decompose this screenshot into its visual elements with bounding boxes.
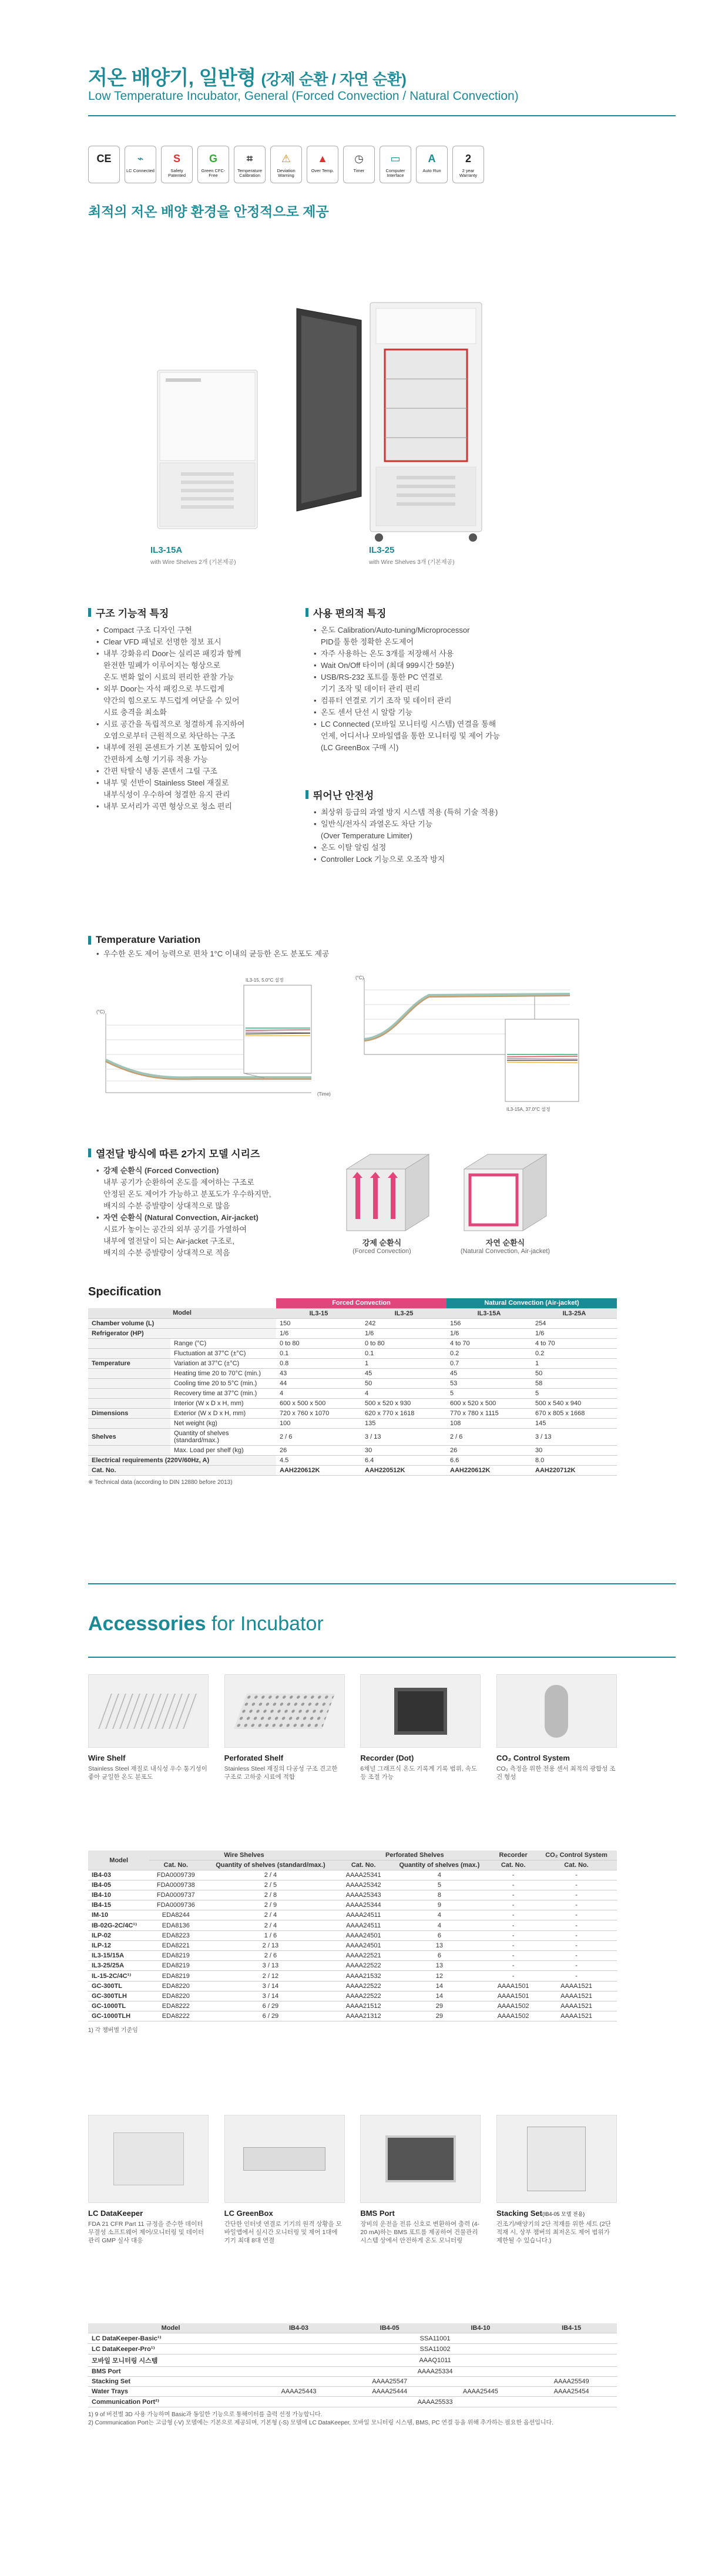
table-row: IL3-15/15A EDA8219 2 / 6 AAAA22521 6 - - bbox=[88, 1951, 617, 1961]
convenience-item: 언제, 어디서나 모바일앱을 통한 모니터링 및 제어 가능 bbox=[321, 731, 501, 740]
spec-row: Max. Load per shelf (kg) 26 30 26 30 bbox=[88, 1445, 617, 1455]
table-row: IB4-10 FDA0009737 2 / 8 AAAA25343 8 - - bbox=[88, 1890, 617, 1900]
accessory-title: BMS Port bbox=[360, 2209, 395, 2218]
convenience-item: • USB/RS-232 포트를 통한 PC 연결로 bbox=[314, 671, 599, 683]
acc2-table-wrap bbox=[88, 2323, 617, 2427]
left-unit: (°C) bbox=[96, 1009, 105, 1015]
headline: 최적의 저온 배양 환경을 안정적으로 제공 bbox=[88, 204, 329, 219]
structure-item: 오염으로부터 근원적으로 차단하는 구조 bbox=[103, 731, 236, 740]
accessory-table: Model Wire Shelves Perforated Shelves Recorder CO₂ Control System Cat. No. Quantity of shelves (standard/max.) Cat. No. Quantity of shelves (max.) Cat. No. Cat. No. IB4-03 FDA0009739 2 / 4 AAAA25341 4 - - IB4-05 FDA0009738 2 / 5 AAAA25342 5 - - IB4-10 FDA0009737 2 / 8 AAAA25343 8 - - IB4-15 FDA0009736 2 / 9 AAAA25344 9 - - IM-10 EDA8244 2 / 4 AAAA24511 4 - - IB-02G-2C/4C¹⁾ EDA8136 2 / 4 AAAA24511 4 - - ILP-02 EDA8223 1 / 6 AAAA24501 6 - - ILP-12 EDA8221 2 / 13 AAAA24501 13 - - IL3-15/15A EDA8219 2 / 6 AAAA22521 6 - - IL3-25/25A EDA8219 3 / 13 AAAA22522 13 - - IL-15-2C/4C¹⁾ EDA8219 2 / 12 AAAA21532 12 - - GC-300TL EDA8220 3 / 14 AAAA22522 14 AAAA1501 AAAA1521 GC-300TLH EDA8220 3 / 14 AAAA22522 14 AAAA1501 AAAA1521 GC-1000TL EDA8222 6 / 29 AAAA21512 29 AAAA1502 AAAA1521 GC-1000TLH EDA8222 6 / 29 AAAA21312 29 AAAA1502 AAAA1521 bbox=[88, 1850, 617, 2021]
accessory-desc: Stainless Steel 재질의 다공성 구조 견고한 구조로 고하중 시료에 적합 bbox=[224, 1765, 338, 1781]
page-title: 저온 배양기, 일반형 (강제 순환 / 자연 순환) bbox=[88, 67, 407, 89]
table-row: GC-300TLH EDA8220 3 / 14 AAAA22522 14 AAAA1501 AAAA1521 bbox=[88, 1991, 617, 2001]
accessory-cards-2 bbox=[88, 2115, 617, 2245]
spec-row: Shelves Quantity of shelves (standard/max.) 2 / 6 3 / 13 2 / 6 3 / 13 bbox=[88, 1428, 617, 1445]
left-chart-label: IL3-15, 5.0°C 설정 bbox=[246, 978, 284, 983]
product-label-il3-25: IL3-25 with Wire Shelves 3개 (기본제공) bbox=[369, 545, 455, 566]
structure-item: 완전한 밀폐가 이루어지는 형상으로 bbox=[103, 661, 221, 670]
accessory-image bbox=[360, 2115, 481, 2203]
acc-divider-2 bbox=[88, 1657, 676, 1658]
spec-row: Cooling time 20 to 5°C (min.) 44 50 53 58 bbox=[88, 1378, 617, 1388]
convenience-item: PID를 통한 정확한 온도제어 bbox=[321, 637, 414, 646]
acc-table-wrap bbox=[88, 1850, 617, 2034]
accessories-title: Accessories for Incubator bbox=[88, 1613, 324, 1635]
deviation-warning-icon: ⚠ Deviation Warning bbox=[270, 146, 302, 183]
green-cfc-free-icon: G Green CFC-Free bbox=[197, 146, 229, 183]
ce-icon: CE bbox=[88, 146, 120, 183]
model-series-section: 열전달 방식에 따른 2가지 모델 시리즈 • 강제 순환식 (Forced Convection) 내부 공기가 순환하여 온도를 제어하는 구조로 안정된 온도 제어가 가능하고 분포도가 우수하지만, 배지의 수분 증발량이 상대적으로 많음 • 자연 순환식 (Natural Convection, Air-jacket) 시료가 놓이는 공간의 외부 공기를 가열하여 내부에 열전달이 되는 Air-jacket 구조로, 배지의 수분 증발량이 상대적으로 적음 bbox=[88, 1146, 335, 1259]
accessory-cards bbox=[88, 1674, 617, 1781]
safety-item: • 일반식/전자식 과열온도 차단 기능 bbox=[314, 818, 599, 830]
accessory-desc: 6채널 그래프식 온도 기록계 기록 범위, 속도 등 조절 가능 bbox=[360, 1765, 478, 1781]
safety-item: • 온도 이탈 알림 설정 bbox=[314, 842, 599, 854]
temp-variation-section: Temperature Variation • 우수한 온도 제어 능력으로 편차 1°C 이내의 균등한 온도 분포도 제공 bbox=[88, 934, 617, 960]
table-row: LC DataKeeper-Basic¹⁾ SSA11001 bbox=[88, 2333, 617, 2344]
right-unit: (°C) bbox=[355, 975, 364, 980]
accessory-card bbox=[88, 1674, 209, 1781]
accessory-card bbox=[360, 2115, 481, 2245]
table-row: BMS Port AAAA25334 bbox=[88, 2367, 617, 2377]
accessory-title: Stacking Set(IB4-05 모델 전용) bbox=[496, 2209, 585, 2218]
safety-item: • 최상위 등급의 과열 방지 시스템 적용 (특허 기술 적용) bbox=[314, 807, 599, 818]
table-row: IL-15-2C/4C¹⁾ EDA8219 2 / 12 AAAA21532 12 - - bbox=[88, 1971, 617, 1981]
spec-row: Temperature Variation at 37°C (±°C) 0.8 1 0.7 1 bbox=[88, 1358, 617, 1368]
table-row: 모바일 모니터링 시스템 AAAQ1011 bbox=[88, 2355, 617, 2367]
structure-item: 간편하게 소형 기기류 적용 가능 bbox=[103, 755, 208, 764]
acc-table-note: 1) 각 챔버별 기준임 bbox=[88, 2027, 138, 2034]
accessory-card bbox=[496, 2115, 617, 2245]
lc-connected-icon: ⌁ LC Connected bbox=[125, 146, 156, 183]
acc-divider bbox=[88, 1583, 676, 1584]
table-row: GC-1000TL EDA8222 6 / 29 AAAA21512 29 AAAA1502 AAAA1521 bbox=[88, 2001, 617, 2011]
accessory-title: LC DataKeeper bbox=[88, 2209, 143, 2218]
auto-run-icon: A Auto Run bbox=[416, 146, 448, 183]
convenience-item: • 온도 Calibration/Auto-tuning/Microprocessor bbox=[314, 624, 599, 636]
table-row: IB4-03 FDA0009739 2 / 4 AAAA25341 4 - - bbox=[88, 1870, 617, 1880]
timer-icon: ◷ Timer bbox=[343, 146, 375, 183]
structure-item: • 내부 및 선반이 Stainless Steel 재질로 bbox=[96, 777, 306, 789]
right-chart-label: IL3-15A, 37.0°C 설정 bbox=[506, 1107, 550, 1112]
safety-patented-icon: S Safety Patented bbox=[161, 146, 193, 183]
spec-title: Specification bbox=[88, 1285, 162, 1298]
accessory-desc: 장비의 운전을 전류 신호로 변환하여 출력 (4-20 mA)하는 BMS 포트를 제공하여 건물관리 시스템 상에서 안전하게 온도 모니터링 bbox=[360, 2221, 480, 2244]
accessory-card bbox=[360, 1674, 481, 1781]
table-row: Water Trays AAAA25443 AAAA25444 AAAA25445 AAAA25454 bbox=[88, 2387, 617, 2397]
accessory-image bbox=[224, 1674, 345, 1748]
spec-row: Heating time 20 to 70°C (min.) 43 45 45 50 bbox=[88, 1368, 617, 1378]
accessory-desc: Stainless Steel 재질로 내식성 우수 통기성이 좋아 균일한 온도 분포도 bbox=[88, 1765, 207, 1781]
structure-item: • 내부에 전원 콘센트가 기본 포함되어 있어 bbox=[96, 742, 306, 754]
table-row: IB4-15 FDA0009736 2 / 9 AAAA25344 9 - - bbox=[88, 1900, 617, 1910]
natural-caption: 자연 순환식 (Natural Convection, Air-jacket) bbox=[460, 1238, 550, 1255]
safety-section: 뛰어난 안전성 • 최상위 등급의 과열 방지 시스템 적용 (특허 기술 적용) • 일반식/전자식 과열온도 차단 기능 (Over Temperature Limiter) • 온도 이탈 알림 설정 • Controller Lock 기능으로 오조작 방지 bbox=[306, 787, 599, 865]
product-image-il3-15a bbox=[146, 364, 269, 535]
accessory-title: LC GreenBox bbox=[224, 2209, 273, 2218]
structure-item: • 내부 모서리가 곡면 형상으로 청소 편리 bbox=[96, 801, 306, 812]
spec-note: ※ Technical data (according to DIN 12880 before 2013) bbox=[88, 1479, 233, 1486]
safety-item: (Over Temperature Limiter) bbox=[321, 831, 412, 840]
product-image-il3-25 bbox=[291, 297, 496, 543]
accessory-title: Wire Shelf bbox=[88, 1754, 126, 1762]
structure-item: 내부식성이 우수하여 청결한 유지 관리 bbox=[103, 790, 230, 799]
spec-row: Range (°C) 0 to 80 0 to 80 4 to 70 4 to 70 bbox=[88, 1338, 617, 1348]
spec-row: Interior (W x D x H, mm) 600 x 500 x 500 500 x 520 x 930 600 x 520 x 500 500 x 540 x 940 bbox=[88, 1398, 617, 1408]
accessory-card bbox=[88, 2115, 209, 2245]
structure-item: 약간의 힘으로도 부드럽게 여닫을 수 있어 bbox=[103, 696, 240, 705]
accessory-image bbox=[88, 2115, 209, 2203]
accessory-image bbox=[224, 2115, 345, 2203]
temperature-calibration-icon: ⌗ Temperature Calibration bbox=[234, 146, 266, 183]
accessory-title: CO₂ Control System bbox=[496, 1754, 570, 1762]
convection-diagrams bbox=[329, 1151, 593, 1234]
convenience-item: • 자주 사용하는 온도 3개를 저장해서 사용 bbox=[314, 648, 599, 660]
header-divider bbox=[88, 115, 676, 116]
convenience-item: • 온도 센서 단선 시 알람 기능 bbox=[314, 707, 599, 718]
computer-interface-icon: ▭ Computer Interface bbox=[380, 146, 411, 183]
convenience-item: 기기 조작 및 데이터 관리 편리 bbox=[321, 684, 420, 693]
table-row: IB4-05 FDA0009738 2 / 5 AAAA25342 5 - - bbox=[88, 1880, 617, 1890]
accessory-image bbox=[496, 2115, 617, 2203]
convenience-item: • LC Connected (모바일 모니터링 시스템) 연결을 통해 bbox=[314, 718, 599, 730]
forced-caption: 강제 순환식 (Forced Convection) bbox=[352, 1238, 411, 1255]
spec-row: Electrical requirements (220V/60Hz, A) 4.5 6.4 6.6 8.0 bbox=[88, 1455, 617, 1465]
convenience-section: 사용 편의적 특징 • 온도 Calibration/Auto-tuning/Microprocessor PID를 통한 정확한 온도제어 • 자주 사용하는 온도 3개를 저장해서 사용 • Wait On/Off 타이머 (최대 999시간 59분) • USB/RS-232 포트를 통한 PC 연결로 기기 조작 및 데이터 관리 편리 • 컴퓨터 연결로 기기 조작 및 데이터 관리 • 온도 센서 단선 시 알람 기능 • LC Connected (모바일 모니터링 시스템) 연결을 통해 언제, 어디서나 모바일앱을 통한 모니터링 및 제어 가능 (LC GreenBox 구매 시) bbox=[306, 605, 599, 754]
accessory-card bbox=[224, 2115, 345, 2245]
spec-row: Recovery time at 37°C (min.) 4 4 5 5 bbox=[88, 1388, 617, 1398]
structure-item: • Clear VFD 패널로 선명한 정보 표시 bbox=[96, 636, 306, 648]
spec-row: Net weight (kg) 100 135 108 145 bbox=[88, 1418, 617, 1428]
accessory-desc: CO₂ 측정을 위한 전용 센서 최적의 광합성 조건 형성 bbox=[496, 1765, 616, 1781]
structure-item: 시료 충격을 최소화 bbox=[103, 708, 167, 717]
accessory-title: Perforated Shelf bbox=[224, 1754, 284, 1762]
spec-row: Fluctuation at 37°C (±°C) 0.1 0.1 0.2 0.2 bbox=[88, 1348, 617, 1358]
structure-item: • 내부 강화유리 Door는 실리콘 패킹과 함께 bbox=[96, 648, 306, 660]
feature-icons bbox=[88, 146, 484, 183]
convenience-item: (LC GreenBox 구매 시) bbox=[321, 743, 399, 752]
accessory-image bbox=[88, 1674, 209, 1748]
chart-right bbox=[355, 975, 579, 1112]
convenience-item: • Wait On/Off 타이머 (최대 999시간 59분) bbox=[314, 660, 599, 671]
convenience-item: • 컴퓨터 연결로 기기 조작 및 데이터 관리 bbox=[314, 695, 599, 707]
natural-group-header: Natural Convection (Air-jacket) bbox=[446, 1298, 617, 1308]
table-row: ILP-12 EDA8221 2 / 13 AAAA24501 13 - - bbox=[88, 1941, 617, 1951]
structure-item: • 시료 공간을 독립적으로 청결하게 유지하여 bbox=[96, 718, 306, 730]
accessory-card bbox=[224, 1674, 345, 1781]
structure-item: 온도 변화 없이 시료의 편리한 관찰 가능 bbox=[103, 673, 234, 681]
chart-left bbox=[96, 977, 331, 1097]
page-subtitle: Low Temperature Incubator, General (Forced Convection / Natural Convection) bbox=[88, 89, 519, 103]
accessory-desc: 건조기/배양기의 2단 적재를 위한 세트 (2단 적재 시, 상부 챔버의 최저온도 제어 범위가 제한될 수 있습니다.) bbox=[496, 2221, 611, 2244]
product-label-il3-15a: IL3-15A with Wire Shelves 2개 (기본제공) bbox=[150, 545, 236, 566]
spec-row: Dimensions Exterior (W x D x H, mm) 720 x 760 x 1070 620 x 770 x 1618 770 x 780 x 1115 670 x 805 x 1668 bbox=[88, 1408, 617, 1418]
table-row: GC-300TL EDA8220 3 / 14 AAAA22522 14 AAAA1501 AAAA1521 bbox=[88, 1981, 617, 1991]
table-row: IB-02G-2C/4C¹⁾ EDA8136 2 / 4 AAAA24511 4 - - bbox=[88, 1920, 617, 1931]
spec-row: Chamber volume (L) 150 242 156 254 bbox=[88, 1318, 617, 1328]
table-row: LC DataKeeper-Pro¹⁾ SSA11002 bbox=[88, 2344, 617, 2355]
table-row: GC-1000TLH EDA8222 6 / 29 AAAA21312 29 AAAA1502 AAAA1521 bbox=[88, 2011, 617, 2021]
table-row: ILP-02 EDA8223 1 / 6 AAAA24501 6 - - bbox=[88, 1931, 617, 1941]
structure-item: • 간편 탁탈식 냉동 콘덴서 그릴 구조 bbox=[96, 765, 306, 777]
table-row: Stacking Set AAAA25547 AAAA25549 bbox=[88, 2377, 617, 2387]
accessory-image bbox=[360, 1674, 481, 1748]
safety-item: • Controller Lock 기능으로 오조작 방지 bbox=[314, 854, 599, 865]
warranty-icon: 2 2 year Warranty bbox=[452, 146, 484, 183]
accessory-title: Recorder (Dot) bbox=[360, 1754, 414, 1762]
table-row: IM-10 EDA8244 2 / 4 AAAA24511 4 - - bbox=[88, 1910, 617, 1920]
accessory-image bbox=[496, 1674, 617, 1748]
forced-group-header: Forced Convection bbox=[276, 1298, 446, 1308]
table-row: IL3-25/25A EDA8219 3 / 13 AAAA22522 13 - - bbox=[88, 1961, 617, 1971]
table-row: Communication Port²⁾ AAAA25533 bbox=[88, 2397, 617, 2407]
accessory-card bbox=[496, 1674, 617, 1781]
over-temp-icon: ▲ Over Temp. bbox=[307, 146, 338, 183]
temp-variation-charts bbox=[88, 972, 652, 1119]
structure-item: • 외부 Door는 자석 패킹으로 부드럽게 bbox=[96, 683, 306, 695]
spec-row: Cat. No. AAH220612K AAH220512K AAH220612K AAH220712K bbox=[88, 1465, 617, 1475]
accessory-desc: 간단한 인터넷 연결로 기기의 원격 상황을 모바일앱에서 실시간 모니터링 및 제어 1대에 기기 최대 8대 연결 bbox=[224, 2221, 342, 2244]
spec-table-wrap bbox=[88, 1298, 617, 1486]
spec-table: Forced Convection Natural Convection (Air-jacket) Model IL3-15 IL3-25 IL3-15A IL3-25A Chamber volume (L) 150 242 156 254 Refrigerator (HP) 1/6 1/6 1/6 1/6 Range (°C) 0 to 80 0 to 80 4 to 70 4 to 70 Fluctuation at 37°C (±°C) 0.1 0.1 0.2 0.2 Temperature Variation at 37°C (±°C) 0.8 1 0.7 1 Heating time 20 to 70°C (min.) 43 45 45 50 Cooling time 20 to 5°C (min.) 44 50 53 58 Recovery time at 37°C (min.) 4 4 5 5 Interior (W x D x H, mm) 600 x 500 x 500 500 x 520 x 930 600 x 520 x 500 500 x 540 x 940 Dimensions Exterior (W x D x H, mm) 720 x 760 x 1070 620 x 770 x 1618 770 x 780 x 1115 670 x 805 x 1668 Net weight (kg) 100 135 108 145 Shelves Quantity of shelves (standard/max.) 2 / 6 3 / 13 2 / 6 3 / 13 Max. Load per shelf (kg) 26 30 26 30 Electrical requirements (220V/60Hz, A) 4.5 6.4 6.6 8.0 Cat. No. AAH220612K AAH220512K AAH220612K AAH220712K bbox=[88, 1298, 617, 1476]
accessory-desc: FDA 21 CFR Part 11 규정을 준수한 데이터 무결성 소프트웨어 제어/모니터링 및 데이터 관리 GMP 실사 대응 bbox=[88, 2221, 204, 2244]
left-time-label: (Time) bbox=[317, 1091, 331, 1097]
spec-row: Refrigerator (HP) 1/6 1/6 1/6 1/6 bbox=[88, 1328, 617, 1338]
structure-section: 구조 기능적 특징 • Compact 구조 디자인 구현 • Clear VFD 패널로 선명한 정보 표시 • 내부 강화유리 Door는 실리콘 패킹과 함께 완전한 밀폐가 이루어지는 형상으로 온도 변화 없이 시료의 편리한 관찰 가능 • 외부 Door는 자석 패킹으로 부드럽게 약간의 힘으로도 부드럽게 여닫을 수 있어 시료 충격을 최소화 • 시료 공간을 독립적으로 청결하게 유지하여 오염으로부터 근원적으로 차단하는 구조 • 내부에 전원 콘센트가 기본 포함되어 있어 간편하게 소형 기기류 적용 가능 • 간편 탁탈식 냉동 콘덴서 그릴 구조 • 내부 및 선반이 Stainless Steel 재질로 내부식성이 우수하여 청결한 유지 관리 • 내부 모서리가 곡면 형상으로 청소 편리 bbox=[88, 605, 306, 812]
acc2-notes: 1) 9 of 버전별 3D 사용 가능하며 Basic과 동일한 기능으로 통해이터를 출력 선정 가능합니다. 2) Communication Port는 고급형 (-V) 모델에는 기본으로 제공되며, 기본형 (-S) 모델에 LC DataKeeper, 모바일 모니터링 시스템, BMS, PC 연결 등을 위해 추가하는 필요한 옵션입니다. bbox=[88, 2412, 553, 2426]
accessory-table-2: Model IB4-03 IB4-05 IB4-10 IB4-15 LC DataKeeper-Basic¹⁾ SSA11001 LC DataKeeper-Pro¹⁾ SSA11002 모바일 모니터링 시스템 AAAQ1011 BMS Port AAAA25334 Stacking Set AAAA25547 AAAA25549 Water Trays AAAA25443 AAAA25444 AAAA25445 AAAA25454 Communication Port²⁾ AAAA25533 bbox=[88, 2323, 617, 2407]
structure-item: • Compact 구조 디자인 구현 bbox=[96, 624, 306, 636]
